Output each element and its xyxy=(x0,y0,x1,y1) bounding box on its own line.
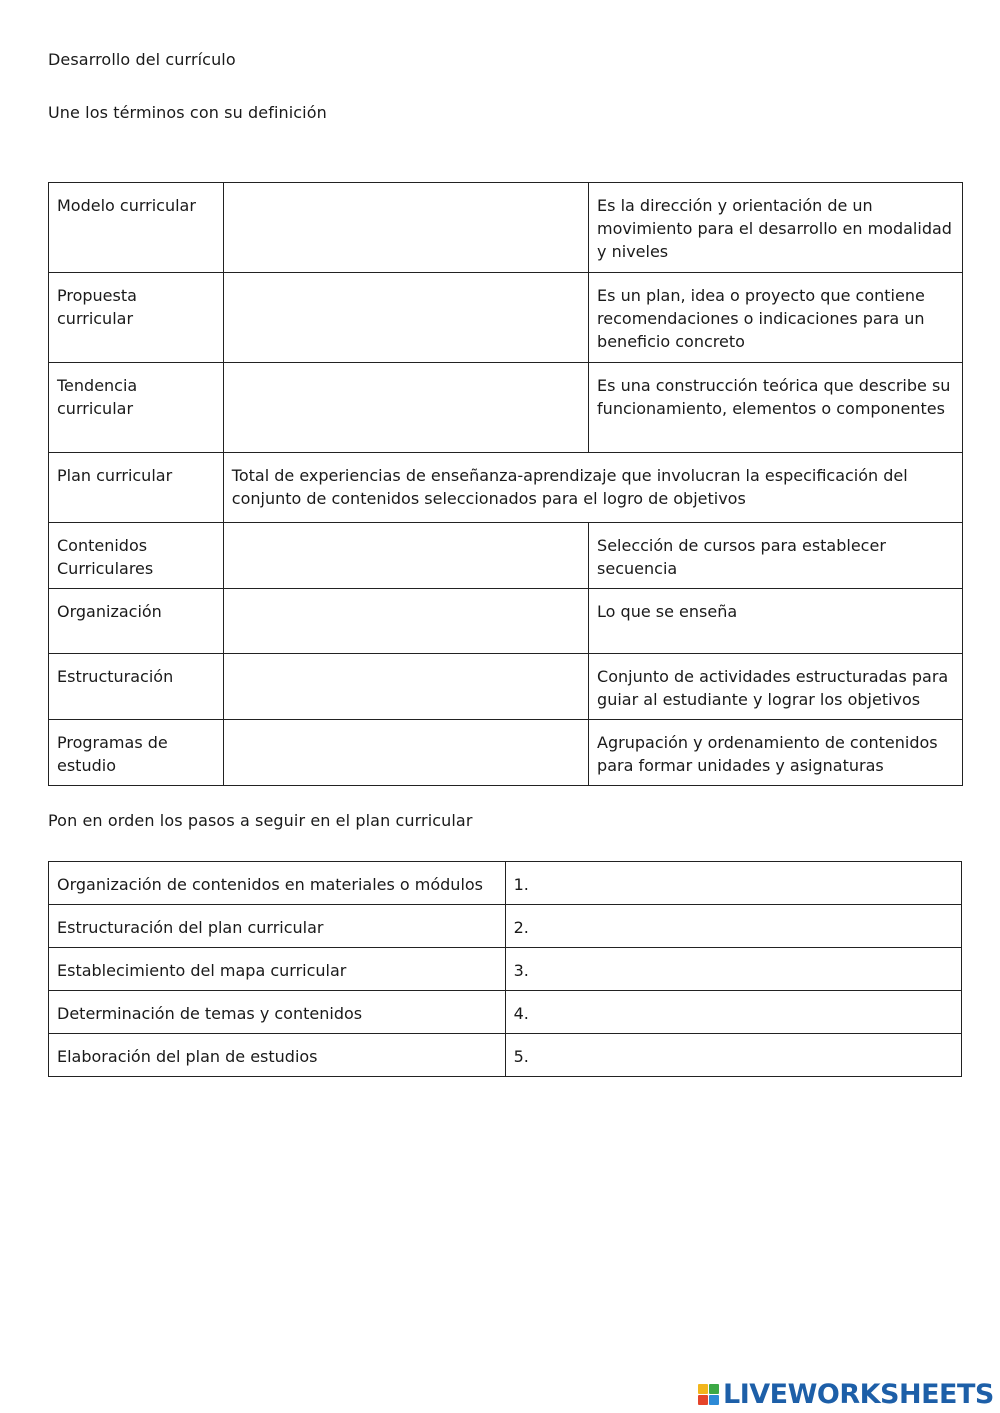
step-cell[interactable]: Determinación de temas y contenidos xyxy=(49,991,506,1034)
table-row xyxy=(49,273,963,363)
logo-blocks-icon xyxy=(698,1384,719,1405)
order-table xyxy=(48,861,962,1077)
definition-cell[interactable]: Lo que se enseña xyxy=(589,589,963,654)
order-instruction: Pon en orden los pasos a seguir en el plan curricular xyxy=(48,811,473,830)
match-instruction: Une los términos con su definición xyxy=(48,103,327,122)
table-row xyxy=(49,363,963,453)
definition-cell[interactable]: Es la dirección y orientación de un movimiento para el desarrollo en modalidad y niveles xyxy=(589,183,963,273)
order-number-cell[interactable]: 3. xyxy=(505,948,961,991)
order-number-cell[interactable]: 1. xyxy=(505,862,961,905)
definition-cell[interactable]: Agrupación y ordenamiento de contenidos para formar unidades y asignaturas xyxy=(589,720,963,786)
definition-cell[interactable]: Es una construcción teórica que describe su funcionamiento, elementos o componentes xyxy=(589,363,963,453)
term-cell: Plan curricular xyxy=(49,453,224,523)
answer-drop-zone[interactable] xyxy=(223,654,588,720)
definition-cell[interactable]: Es un plan, idea o proyecto que contiene recomendaciones o indicaciones para un beneficio concreto xyxy=(589,273,963,363)
answer-drop-zone[interactable] xyxy=(223,523,588,589)
page-title: Desarrollo del currículo xyxy=(48,50,236,69)
definition-cell[interactable]: Selección de cursos para establecer secuencia xyxy=(589,523,963,589)
definition-cell[interactable]: Total de experiencias de enseñanza-aprendizaje que involucran la especificación del conjunto de contenidos seleccionados para el logro de objetivos xyxy=(223,453,962,523)
match-table xyxy=(48,182,963,786)
term-cell: Propuesta curricular xyxy=(49,273,224,363)
answer-drop-zone[interactable] xyxy=(223,363,588,453)
step-cell[interactable]: Establecimiento del mapa curricular xyxy=(49,948,506,991)
term-cell: Contenidos Curriculares xyxy=(49,523,224,589)
table-row xyxy=(49,948,962,991)
term-cell: Programas de estudio xyxy=(49,720,224,786)
table-row xyxy=(49,654,963,720)
table-row xyxy=(49,453,963,523)
answer-drop-zone[interactable] xyxy=(223,273,588,363)
definition-cell[interactable]: Conjunto de actividades estructuradas para guiar al estudiante y lograr los objetivos xyxy=(589,654,963,720)
step-cell[interactable]: Organización de contenidos en materiales o módulos xyxy=(49,862,506,905)
table-row xyxy=(49,905,962,948)
order-number-cell[interactable]: 2. xyxy=(505,905,961,948)
answer-drop-zone[interactable] xyxy=(223,589,588,654)
table-row xyxy=(49,183,963,273)
order-number-cell[interactable]: 5. xyxy=(505,1034,961,1077)
liveworksheets-logo xyxy=(698,1379,994,1410)
order-number-cell[interactable]: 4. xyxy=(505,991,961,1034)
table-row xyxy=(49,991,962,1034)
table-row xyxy=(49,720,963,786)
table-row xyxy=(49,523,963,589)
answer-drop-zone[interactable] xyxy=(223,720,588,786)
term-cell: Estructuración xyxy=(49,654,224,720)
table-row xyxy=(49,589,963,654)
term-cell: Tendencia curricular xyxy=(49,363,224,453)
step-cell[interactable]: Elaboración del plan de estudios xyxy=(49,1034,506,1077)
logo-text: LIVEWORKSHEETS xyxy=(723,1379,994,1410)
table-row xyxy=(49,1034,962,1077)
table-row xyxy=(49,862,962,905)
term-cell: Modelo curricular xyxy=(49,183,224,273)
term-cell: Organización xyxy=(49,589,224,654)
answer-drop-zone[interactable] xyxy=(223,183,588,273)
step-cell[interactable]: Estructuración del plan curricular xyxy=(49,905,506,948)
